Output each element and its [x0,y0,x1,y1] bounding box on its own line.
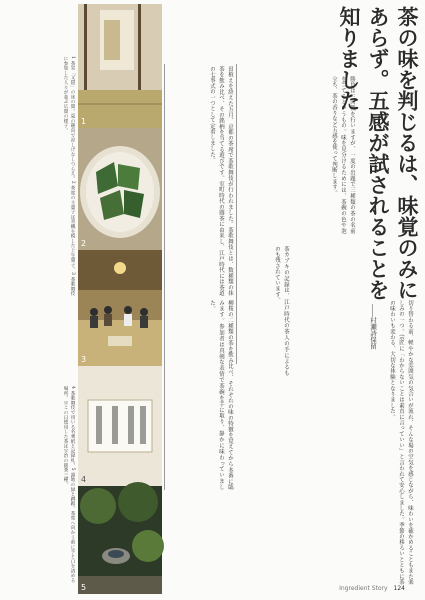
article-headline: 茶の味を判じるは、味覚のみにあらず。五感が試されることを知りました [337,6,420,300]
author-byline: ――村瀬詩保留 [369,304,377,350]
name-cards-illustration [78,366,162,486]
wagashi-photo [78,128,162,250]
article-body: 田植えを終えた五月、京都の茶席で茶歌舞伎が行われました。茶歌舞伎とは、数種類の抹茶を飲み比べ、その銘柄を当てる遊びです。室町時代の闘茶に由来し、江戸時代には茶道の七事式の一つとして定着しました。 [209,66,233,296]
photo-number: 2 [81,239,87,248]
tea-gathering-illustration [78,250,162,366]
tea-room-photo [78,4,162,128]
article-body: 茶カブキの記録は、江戸時代の茶人の手によるものも残されています。 [274,246,289,376]
tea-room-illustration [78,4,162,128]
wagashi-illustration [78,128,162,250]
photo-number: 4 [81,475,87,484]
photo-number: 1 [81,117,87,126]
article-body: 切り替わる前、軽やかな雰囲気の気合いが流れ、そんな場の空気を感じながら、味わいを確かめることもまた楽しみの一つ。宗匠に「わからないことは素直に言っていい」と言われて安心しました。季節の移ろいとともに茶の味わいも変わる、大切な体験となりました。 [389,300,413,585]
garden-illustration [78,486,162,594]
page-footer [339,585,405,592]
article-body: 勝負は三回戦を行いますが、一度の出題で三種類の茶の名前を当てるというもの。味を見分けるためには、茶碗の色や泡立ち、茶の香りなど五感を使って判断します。 [331,76,355,234]
photo-caption: 1 茶室「又隠」の床の間。夏の趣向で涼しげなしつらえ。2 茶席の主菓子は青楓を模した上生菓子。3 茶歌舞伎に参加した人々が並ぶ広間の様子。 [63,56,75,296]
photo-number: 3 [81,355,87,364]
photo-number: 5 [81,583,87,592]
column-divider [164,64,165,490]
photo-caption: 4 茶歌舞伎で用いる名乗紙と記録札。5 露地の緑と蹲踞。茶席へ向かう前に手と口を清める場所。※この日使用した茶は宇治の銘茶三種。 [63,386,75,583]
page-number: 124 [393,585,405,592]
name-cards-photo [78,366,162,486]
garden-photo [78,486,162,594]
magazine-name: Ingredient Story [339,585,388,592]
article-body: 柳桜の二種類の茶を飲み比べ、それぞれの味の特徴を覚えてから本番に臨みます。参加者は真剣な表情で茶碗を手に取り、静かに味わっていました。 [209,300,233,490]
column-divider [236,64,237,364]
tea-gathering-photo [78,250,162,366]
